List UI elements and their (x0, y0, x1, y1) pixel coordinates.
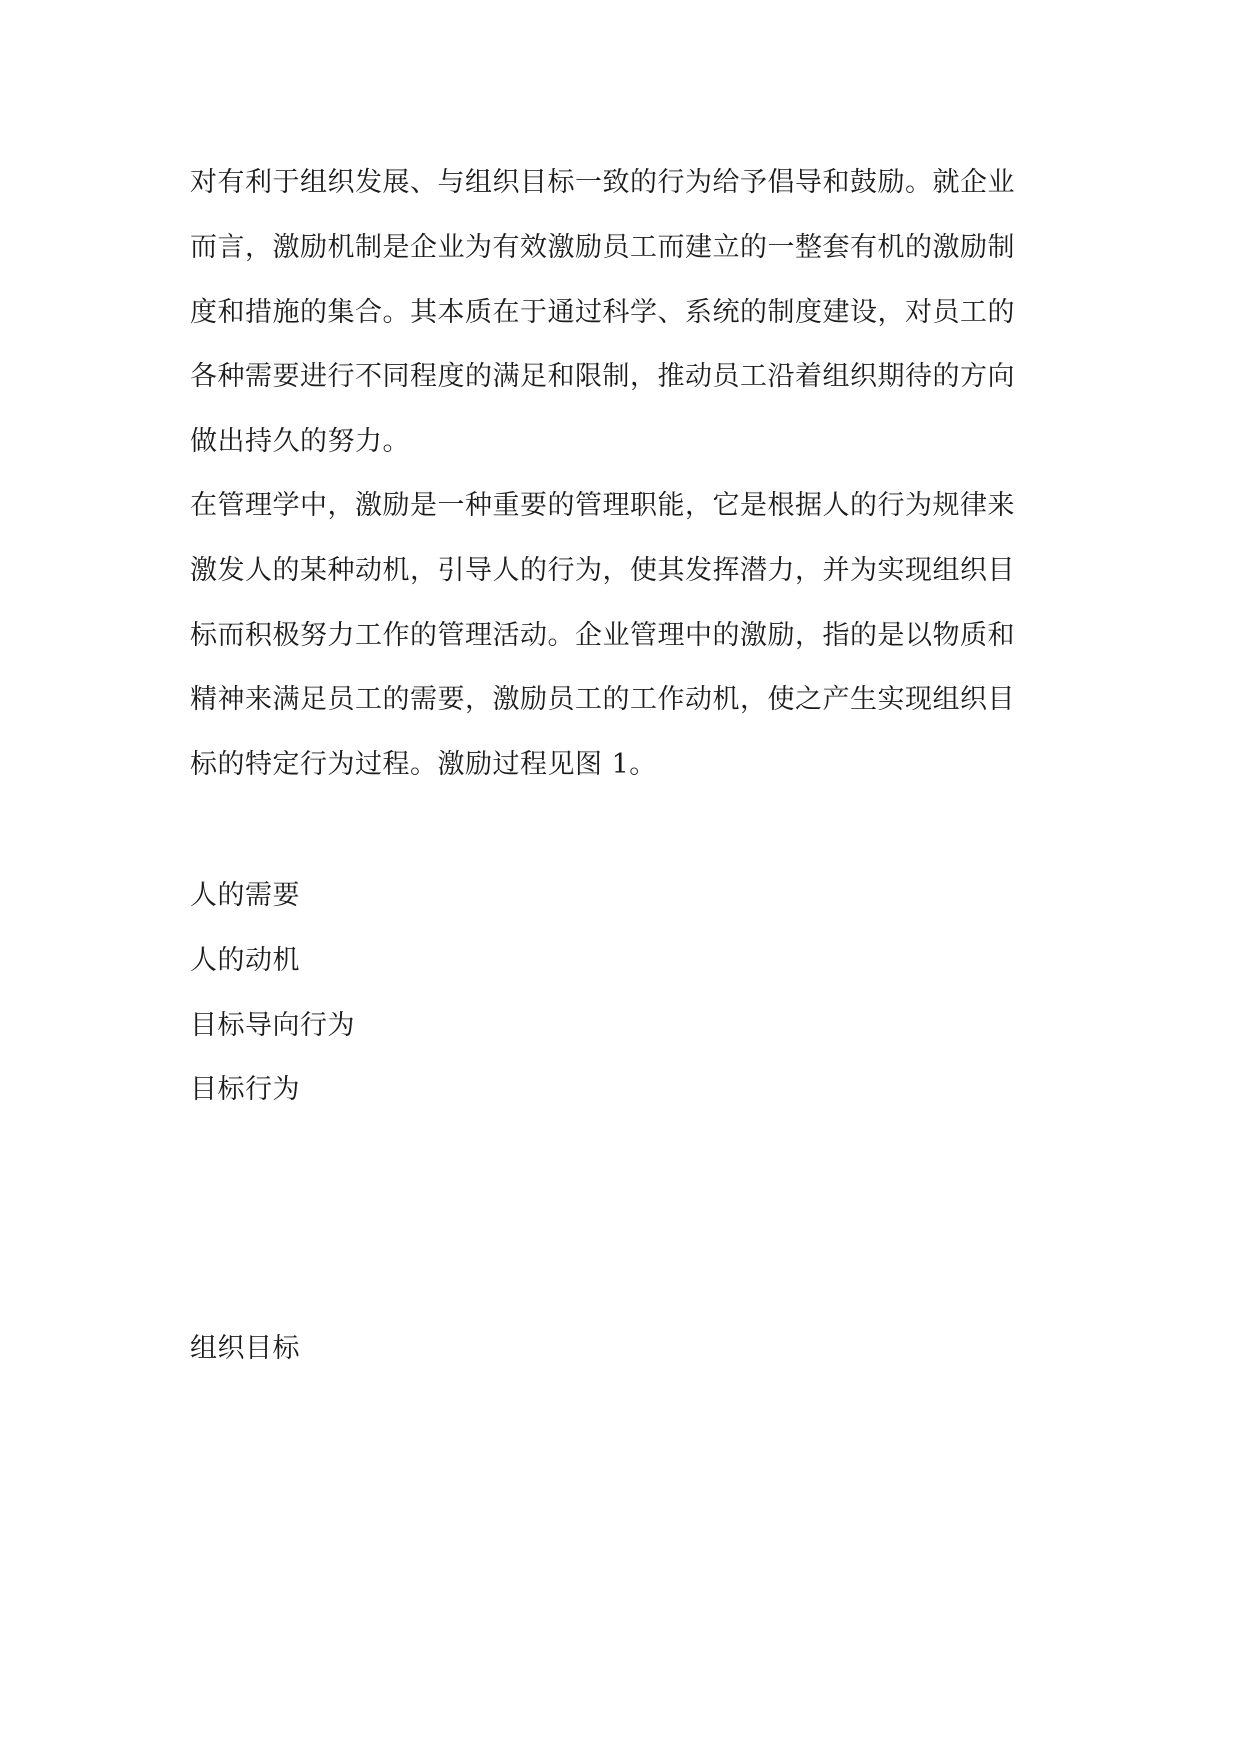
paragraph-1-line-2: 而言，激励机制是企业为有效激励员工而建立的一整套有机的激励制 (190, 232, 1015, 263)
paragraph-1-line-4: 各种需要进行不同程度的满足和限制，推动员工沿着组织期待的方向 (190, 361, 1015, 392)
figure-label-motive: 人的动机 (190, 945, 300, 976)
figure-label-need: 人的需要 (190, 880, 300, 911)
paragraph-2-line-4: 精神来满足员工的需要，激励员工的工作动机，使之产生实现组织目 (190, 684, 1015, 715)
paragraph-2-line-3: 标而积极努力工作的管理活动。企业管理中的激励，指的是以物质和 (190, 620, 1015, 651)
paragraph-1-line-5: 做出持久的努力。 (190, 426, 410, 457)
figure-label-goal-behavior: 目标行为 (190, 1074, 300, 1105)
paragraph-1-line-3: 度和措施的集合。其本质在于通过科学、系统的制度建设，对员工的 (190, 297, 1015, 328)
paragraph-2-line-2: 激发人的某种动机，引导人的行为，使其发挥潜力，并为实现组织目 (190, 555, 1015, 586)
paragraph-1-line-1: 对有利于组织发展、与组织目标一致的行为给予倡导和鼓励。就企业 (190, 167, 1015, 198)
paragraph-2-line-5: 标的特定行为过程。激励过程见图 1。 (190, 749, 657, 780)
paragraph-2-line-1: 在管理学中，激励是一种重要的管理职能，它是根据人的行为规律来 (190, 490, 1015, 521)
figure-label-org-goal: 组织目标 (190, 1333, 300, 1364)
figure-label-goal-directed-behavior: 目标导向行为 (190, 1010, 355, 1041)
